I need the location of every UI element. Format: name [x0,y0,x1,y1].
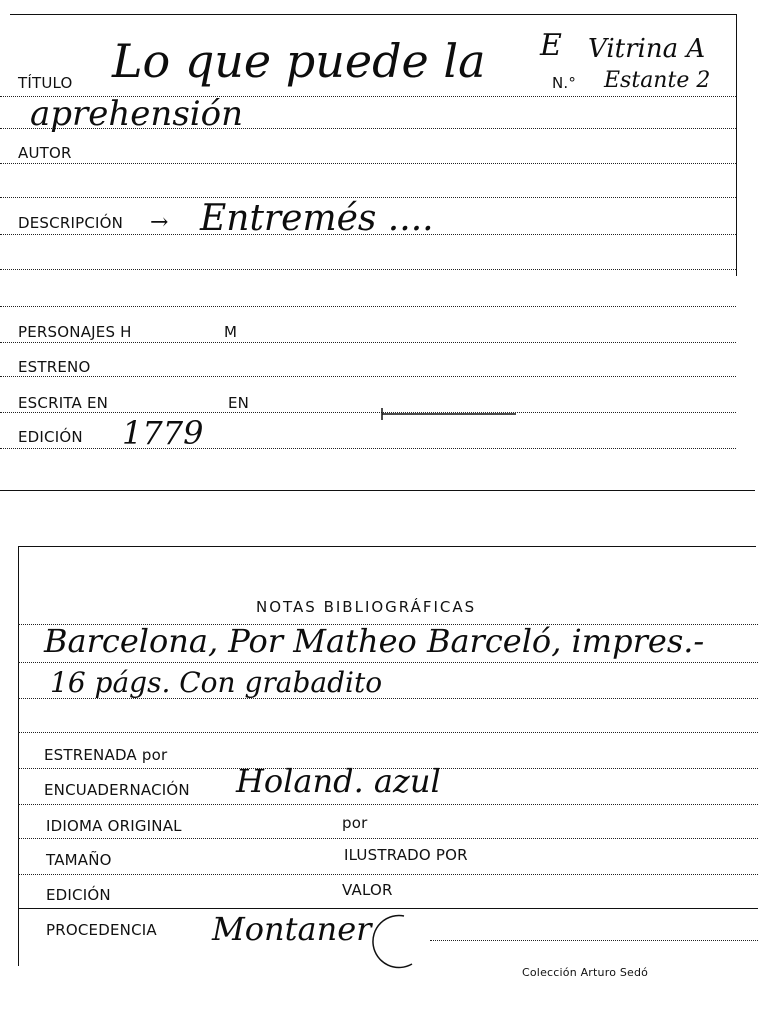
handwritten-title-line1: Lo que puede la [112,34,486,88]
label-procedencia: PROCEDENCIA [46,921,157,939]
label-estrenada-por: ESTRENADA por [44,746,168,764]
tick-mark-icon [380,406,520,422]
handwritten-shelf-estante: Estante 2 [604,68,711,93]
rule-line [18,732,758,733]
card-top-edge [18,546,756,547]
rule-line [0,163,736,164]
card-bottom-edge [0,490,755,491]
notes-heading: NOTAS BIBLIOGRÁFICAS [256,598,477,616]
card-top-edge [10,14,736,15]
stamp-mark-icon [364,912,424,972]
handwritten-notes-line2: 16 págs. Con grabadito [50,666,383,699]
handwritten-shelf-letter: E [540,28,562,63]
rule-line [18,662,758,663]
handwritten-title-line2: aprehensión [30,94,244,134]
collection-stamp: Colección Arturo Sedó [522,966,649,979]
handwritten-edicion-year: 1779 [122,414,204,452]
label-numero: N.° [552,74,577,92]
label-tamano: TAMAÑO [46,851,112,869]
rule-line [18,908,758,909]
label-escrita-en: ESCRITA EN [18,394,109,412]
catalog-card-back [0,540,759,1028]
label-en: EN [228,394,250,412]
rule-line [0,342,736,343]
rule-line [0,376,736,377]
rule-line [18,874,758,875]
rule-line [18,838,758,839]
rule-line [0,306,736,307]
handwritten-notes-line1: Barcelona, Por Matheo Barceló, impres.- [44,622,705,660]
rule-line [0,412,736,413]
catalog-card-front [0,0,759,500]
handwritten-descripcion: Entremés .... [200,198,434,239]
rule-line [0,269,736,270]
label-descripcion: DESCRIPCIÓN [18,214,124,232]
label-estreno: ESTRENO [18,358,91,376]
rule-line [430,940,758,941]
card-left-edge [18,546,19,966]
label-personajes: PERSONAJES H [18,323,132,341]
label-ilustrado-por: ILUSTRADO POR [344,846,468,864]
label-por: por [342,814,368,832]
label-valor: VALOR [342,881,393,899]
handwritten-encuadernacion: Holand. azul [236,762,441,800]
label-edicion: EDICIÓN [18,428,83,446]
handwritten-procedencia: Montaner [212,910,372,948]
label-m: M [224,323,238,341]
rule-line [0,448,736,449]
label-autor: AUTOR [18,144,72,162]
rule-line [18,804,758,805]
handwritten-shelf-vitrina: Vitrina A [588,34,706,64]
card-right-edge [736,14,737,276]
handwritten-arrow: → [150,210,169,235]
label-idioma-original: IDIOMA ORIGINAL [46,817,182,835]
label-encuadernacion: ENCUADERNACIÓN [44,781,190,799]
label-edicion-back: EDICIÓN [46,886,111,904]
label-titulo: TÍTULO [18,74,73,92]
